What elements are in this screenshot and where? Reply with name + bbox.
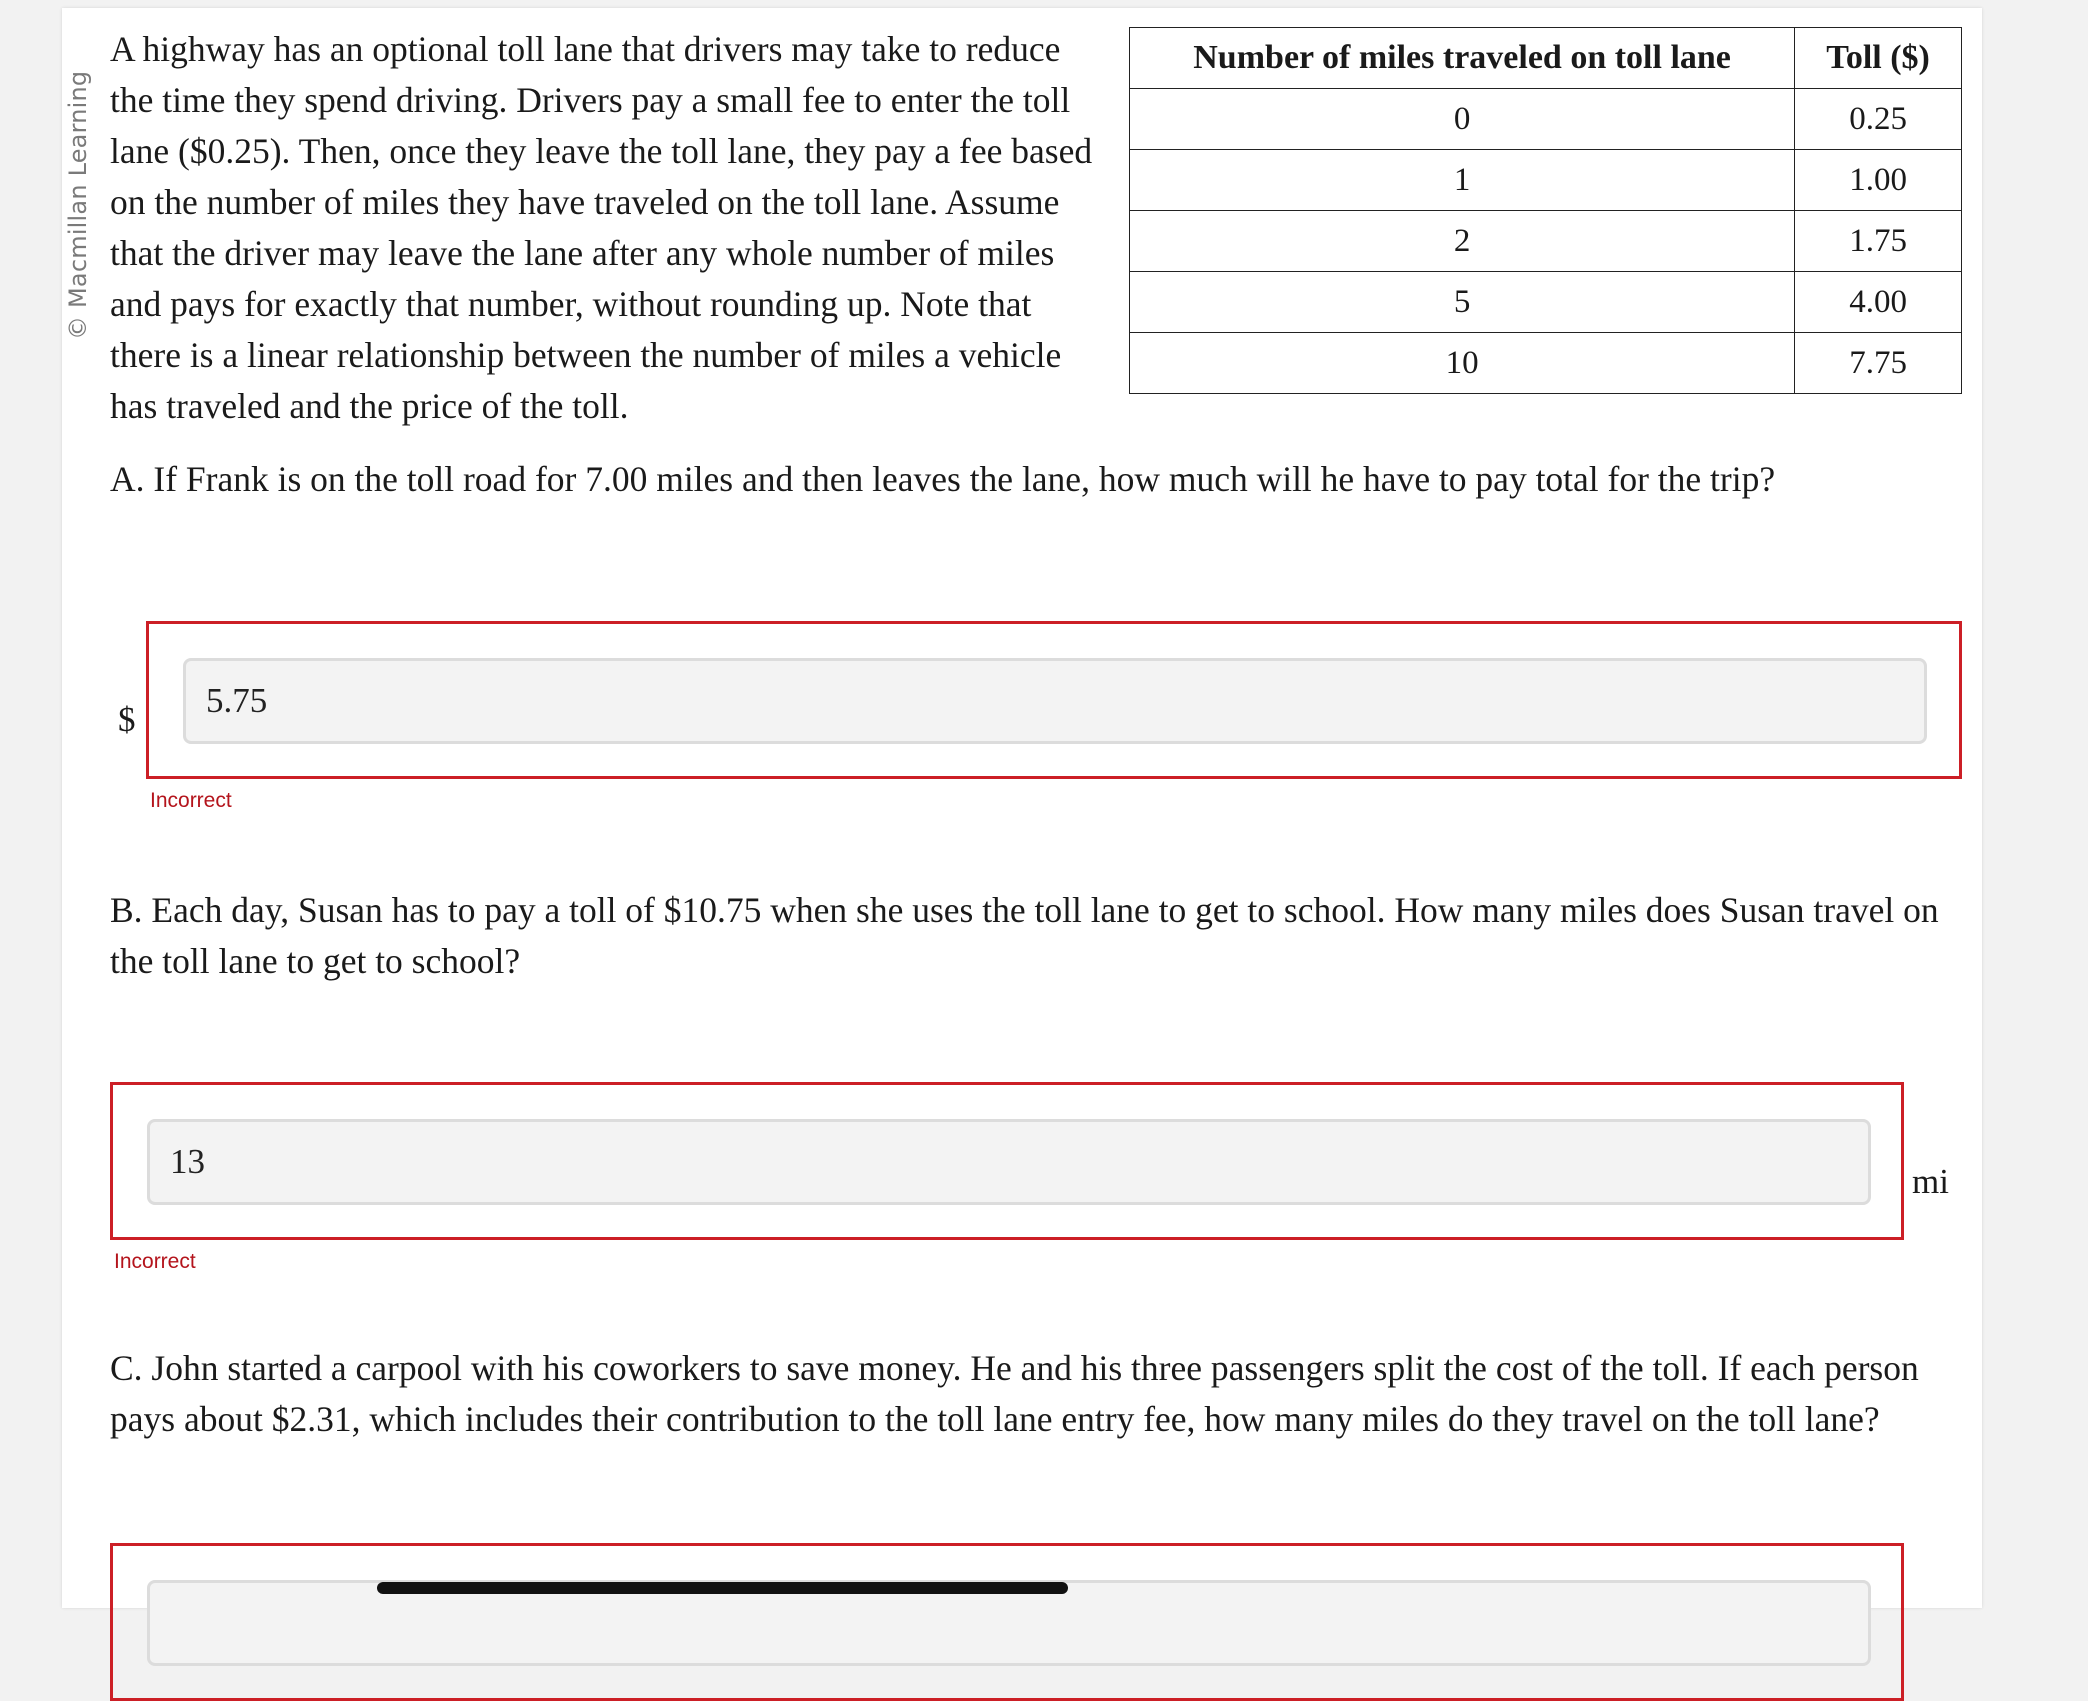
column-header-toll: Toll ($)	[1795, 28, 1962, 89]
question-a-text: A. If Frank is on the toll road for 7.00 miles and then leaves the lane, how much will he have to pay total for the trip?	[110, 459, 1776, 499]
table-cell-miles: 0	[1130, 89, 1795, 150]
table-cell-miles: 2	[1130, 211, 1795, 272]
table-cell-toll: 7.75	[1795, 333, 1962, 394]
table-cell-toll: 0.25	[1795, 89, 1962, 150]
toll-table	[1129, 27, 1962, 394]
copyright-watermark: © Macmillan Learning	[64, 70, 92, 340]
column-header-miles: Number of miles traveled on toll lane	[1130, 28, 1795, 89]
answer-c-container	[110, 1543, 1904, 1701]
table-header-row	[1130, 28, 1962, 89]
table-cell-toll: 1.00	[1795, 150, 1962, 211]
answer-b-status: Incorrect	[114, 1250, 196, 1273]
table-cell-miles: 1	[1130, 150, 1795, 211]
table-row	[1130, 211, 1962, 272]
answer-a-status: Incorrect	[150, 789, 232, 812]
unit-label: mi	[1912, 1162, 1949, 1201]
answer-a-input[interactable]	[183, 658, 1927, 744]
table-row	[1130, 333, 1962, 394]
table-row	[1130, 272, 1962, 333]
question-b-text: B. Each day, Susan has to pay a toll of $10.75 when she uses the toll lane to get to school. How many miles does Susan travel on the toll lane to get to school?	[110, 890, 1939, 981]
question-c-text: C. John started a carpool with his coworkers to save money. He and his three passengers split the cost of the toll. If each person pays about $2.31, which includes their contribution to the toll lane entry fee, how many miles do they travel on the toll lane?	[110, 1348, 1919, 1439]
scroll-indicator[interactable]	[377, 1582, 1068, 1594]
currency-prefix: $	[118, 700, 136, 739]
answer-b-container	[110, 1082, 1904, 1240]
answer-b-input[interactable]	[147, 1119, 1871, 1205]
table-cell-miles: 5	[1130, 272, 1795, 333]
table-row	[1130, 89, 1962, 150]
table-cell-toll: 4.00	[1795, 272, 1962, 333]
table-cell-miles: 10	[1130, 333, 1795, 394]
table-cell-toll: 1.75	[1795, 211, 1962, 272]
table-row	[1130, 150, 1962, 211]
answer-a-container	[146, 621, 1962, 779]
problem-intro: A highway has an optional toll lane that drivers may take to reduce the time they spend driving. Drivers pay a small fee to enter the toll lane ($0.25). Then, once they leave the toll lane, they pay a fee based on the number of miles they have traveled on the toll lane. Assume that the driver may leave the lane after any whole number of miles and pays for exactly that number, without rounding up. Note that there is a linear relationship between the number of miles a vehicle has traveled and the price of the toll.	[110, 29, 1093, 426]
